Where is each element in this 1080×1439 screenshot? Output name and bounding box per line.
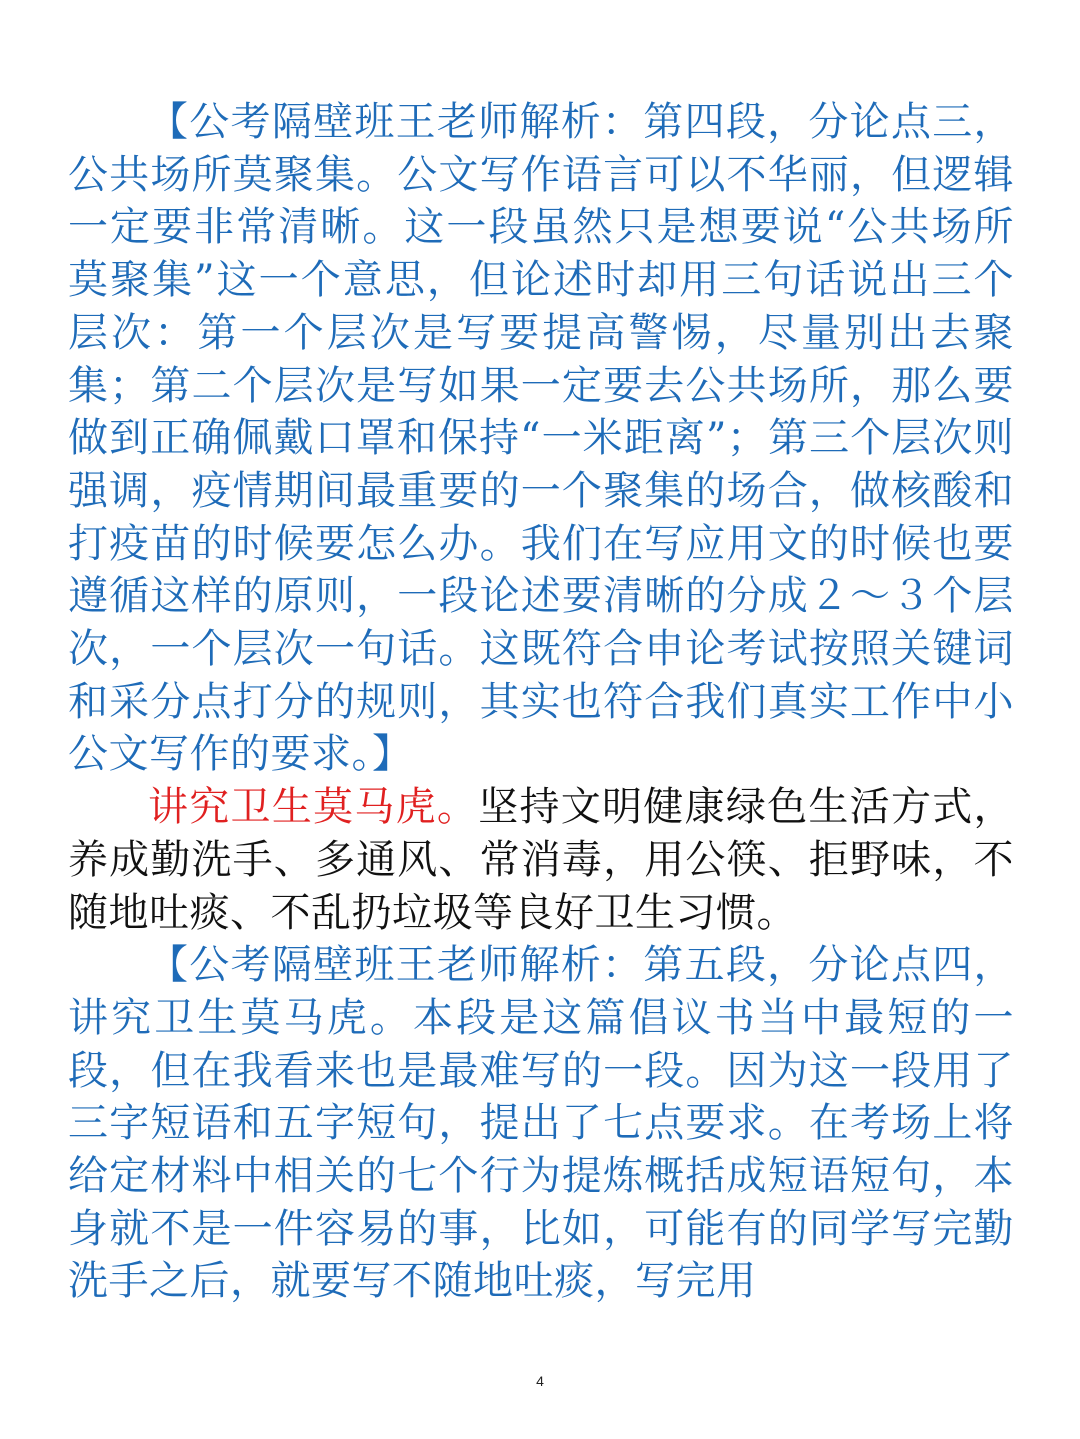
analysis-paragraph-section-five: 【公考隔壁班王老师解析：第五段，分论点四，讲究卫生莫马虎。本段是这篇倡议书当中最短的一段，但在我看来也是最难写的一段。因为这一段用了三字短语和五字短句，提出了七点要求。在考场上将给定材料中相关的七个行为提炼概括成短语短句，本身就不是一件容易的事，比如，可能有的同学写完勤洗手之后，就要写不随地吐痰，写完用 <box>68 942 1014 1305</box>
analysis-paragraph-section-four: 【公考隔壁班王老师解析：第四段，分论点三，公共场所莫聚集。公文写作语言可以不华丽，但逻辑一定要非常清晰。这一段虽然只是想要说“公共场所莫聚集”这一个意思，但论述时却用三句话说出三个层次：第一个层次是写要提高警惕，尽量别出去聚集；第二个层次是写如果一定要去公共场所，那么要做到正确佩戴口罩和保持“一米距离”；第三个层次则强调，疫情期间最重要的一个聚集的场合，做核酸和打疫苗的时候要怎么办。我们在写应用文的时候也要遵循这样的原则，一段论述要清晰的分成２～３个层次，一个层次一句话。这既符合申论考试按照关键词和采分点打分的规则，其实也符合我们真实工作中小公文写作的要求。】 <box>68 99 1014 778</box>
body-paragraph-hygiene <box>68 781 1014 939</box>
page-number: 4 <box>536 1373 544 1389</box>
paragraph-body-text: 坚持文明健康绿色生活方式，养成勤洗手、多通风、常消毒，用公筷、拒野味，不随地吐痰、不乱扔垃圾等良好卫生习惯。 <box>68 784 1015 936</box>
paragraph-lead-heading: 讲究卫生莫马虎。 <box>148 784 479 831</box>
document-content <box>68 96 1014 1308</box>
